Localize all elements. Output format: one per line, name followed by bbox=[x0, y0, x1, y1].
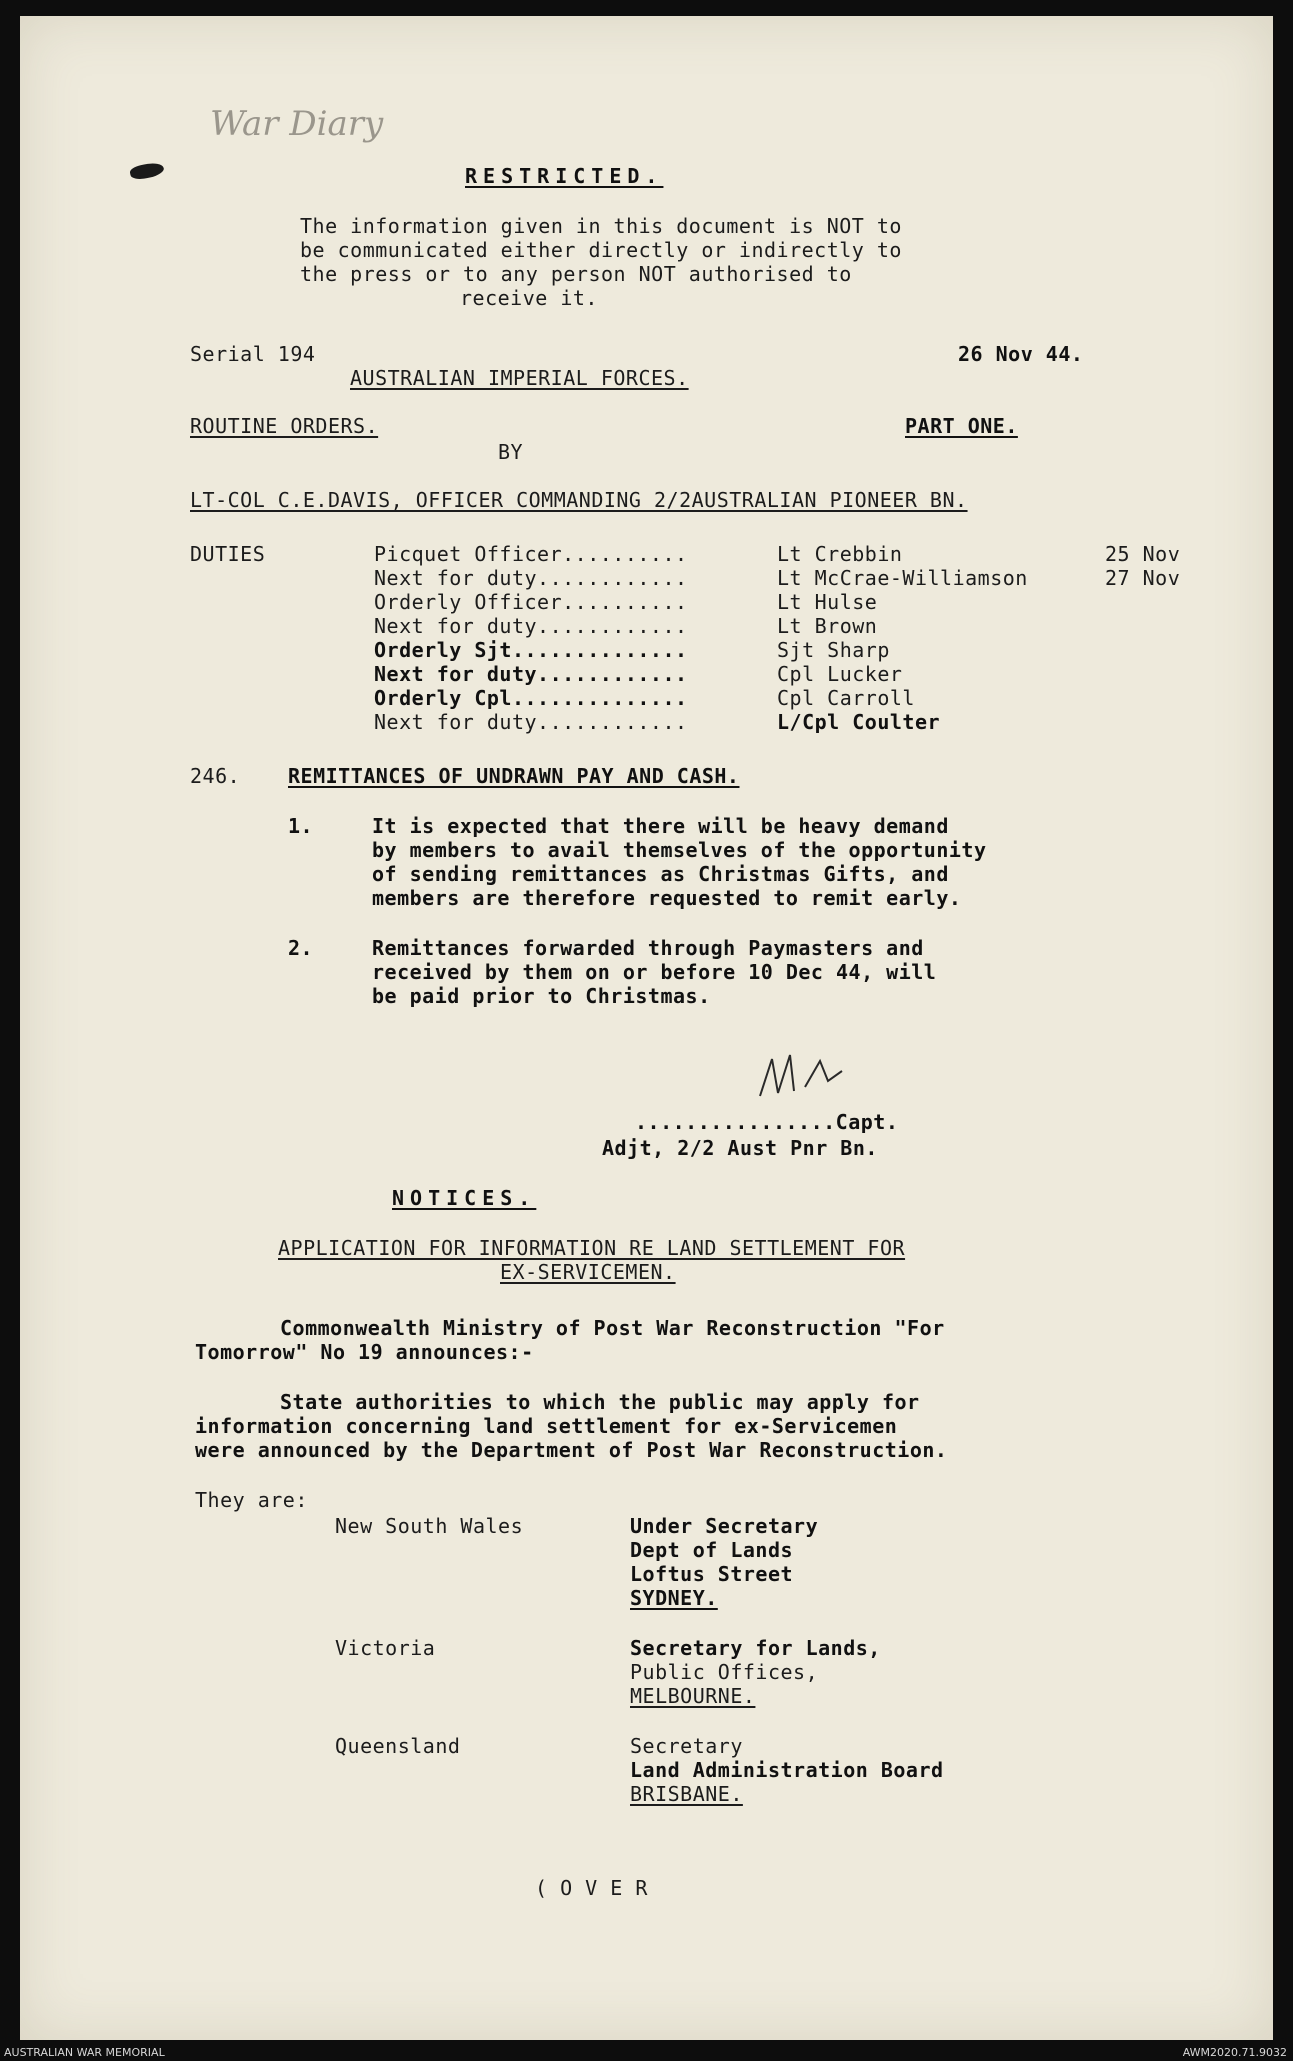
paragraph-number: 1. bbox=[288, 814, 314, 838]
address-line: BRISBANE. bbox=[630, 1782, 743, 1806]
duty-person: Cpl Lucker bbox=[777, 662, 903, 686]
ink-blot bbox=[129, 161, 165, 182]
document-page bbox=[20, 16, 1273, 2040]
duty-person: Cpl Carroll bbox=[777, 686, 915, 710]
routine-orders-label: ROUTINE ORDERS. bbox=[190, 414, 379, 438]
signature-scribble bbox=[750, 1041, 860, 1111]
duty-date: 27 Nov bbox=[1105, 566, 1181, 590]
address-line: Under Secretary bbox=[630, 1514, 819, 1538]
state-name: New South Wales bbox=[335, 1514, 524, 1538]
address-line: Secretary bbox=[630, 1734, 743, 1758]
notice-body-line-1: State authorities to which the public may apply for bbox=[280, 1390, 920, 1414]
signature-title: Adjt, 2/2 Aust Pnr Bn. bbox=[602, 1136, 878, 1160]
handwritten-note: War Diary bbox=[210, 104, 384, 144]
address-line: Dept of Lands bbox=[630, 1538, 794, 1562]
caveat-line-1: The information given in this document is NOT to bbox=[300, 214, 902, 238]
paragraph-line: be paid prior to Christmas. bbox=[372, 984, 711, 1008]
classification-heading: RESTRICTED. bbox=[465, 164, 664, 188]
caveat-line-3: the press or to any person NOT authorised to bbox=[300, 262, 852, 286]
duty-role: Orderly Cpl.............. bbox=[374, 686, 688, 710]
paragraph-line: by members to avail themselves of the opportunity bbox=[372, 838, 987, 862]
force-title: AUSTRALIAN IMPERIAL FORCES. bbox=[350, 366, 689, 390]
serial-number: Serial 194 bbox=[190, 342, 316, 366]
duty-person: Lt McCrae-Williamson bbox=[777, 566, 1028, 590]
notice-title-line-2: EX-SERVICEMEN. bbox=[500, 1260, 676, 1284]
notice-body-line-3: were announced by the Department of Post War Reconstruction. bbox=[195, 1438, 948, 1462]
duty-person: Lt Brown bbox=[777, 614, 878, 638]
document-date: 26 Nov 44. bbox=[958, 342, 1084, 366]
over-marker: ( O V E R bbox=[535, 1876, 648, 1900]
caveat-line-2: be communicated either directly or indirectly to bbox=[300, 238, 902, 262]
duty-role: Next for duty............ bbox=[374, 710, 688, 734]
address-line: Secretary for Lands, bbox=[630, 1636, 881, 1660]
duty-role: Orderly Officer.......... bbox=[374, 590, 688, 614]
order-number: 246. bbox=[190, 764, 241, 788]
state-name: Victoria bbox=[335, 1636, 436, 1660]
by-label: BY bbox=[498, 440, 524, 464]
paragraph-line: Remittances forwarded through Paymasters and bbox=[372, 936, 924, 960]
part-label: PART ONE. bbox=[905, 414, 1018, 438]
paragraph-number: 2. bbox=[288, 936, 314, 960]
state-name: Queensland bbox=[335, 1734, 461, 1758]
footer-right: AWM2020.71.9032 bbox=[1182, 2046, 1287, 2059]
commander-line: LT-COL C.E.DAVIS, OFFICER COMMANDING 2/2AUSTRALIAN PIONEER BN. bbox=[190, 488, 968, 512]
footer-left: AUSTRALIAN WAR MEMORIAL bbox=[4, 2046, 165, 2059]
duty-role: Orderly Sjt.............. bbox=[374, 638, 688, 662]
paragraph-line: received by them on or before 10 Dec 44, will bbox=[372, 960, 937, 984]
signature-line: ................Capt. bbox=[635, 1110, 899, 1134]
notice-body-line-2: information concerning land settlement for ex-Servicemen bbox=[195, 1414, 898, 1438]
notices-heading: NOTICES. bbox=[392, 1186, 537, 1210]
duty-date: 25 Nov bbox=[1105, 542, 1181, 566]
duty-role: Next for duty............ bbox=[374, 662, 688, 686]
address-line: Land Administration Board bbox=[630, 1758, 944, 1782]
paragraph-line: of sending remittances as Christmas Gifts, and bbox=[372, 862, 949, 886]
duty-person: Lt Hulse bbox=[777, 590, 878, 614]
paragraph-line: It is expected that there will be heavy demand bbox=[372, 814, 949, 838]
duty-person: Sjt Sharp bbox=[777, 638, 890, 662]
notice-intro-line-1: Commonwealth Ministry of Post War Reconstruction "For bbox=[280, 1316, 945, 1340]
notice-title-line-1: APPLICATION FOR INFORMATION RE LAND SETTLEMENT FOR bbox=[278, 1236, 906, 1260]
duty-role: Next for duty............ bbox=[374, 566, 688, 590]
order-title: REMITTANCES OF UNDRAWN PAY AND CASH. bbox=[288, 764, 740, 788]
paragraph-line: members are therefore requested to remit early. bbox=[372, 886, 962, 910]
duties-label: DUTIES bbox=[190, 542, 266, 566]
duty-person: Lt Crebbin bbox=[777, 542, 903, 566]
caveat-line-4: receive it. bbox=[460, 286, 598, 310]
notice-intro-line-2: Tomorrow" No 19 announces:- bbox=[195, 1340, 534, 1364]
duty-role: Next for duty............ bbox=[374, 614, 688, 638]
address-line: Loftus Street bbox=[630, 1562, 794, 1586]
address-line: MELBOURNE. bbox=[630, 1684, 756, 1708]
address-line: Public Offices, bbox=[630, 1660, 819, 1684]
they-are-label: They are: bbox=[195, 1488, 308, 1512]
duty-person: L/Cpl Coulter bbox=[777, 710, 941, 734]
address-line: SYDNEY. bbox=[630, 1586, 718, 1610]
duty-role: Picquet Officer.......... bbox=[374, 542, 688, 566]
